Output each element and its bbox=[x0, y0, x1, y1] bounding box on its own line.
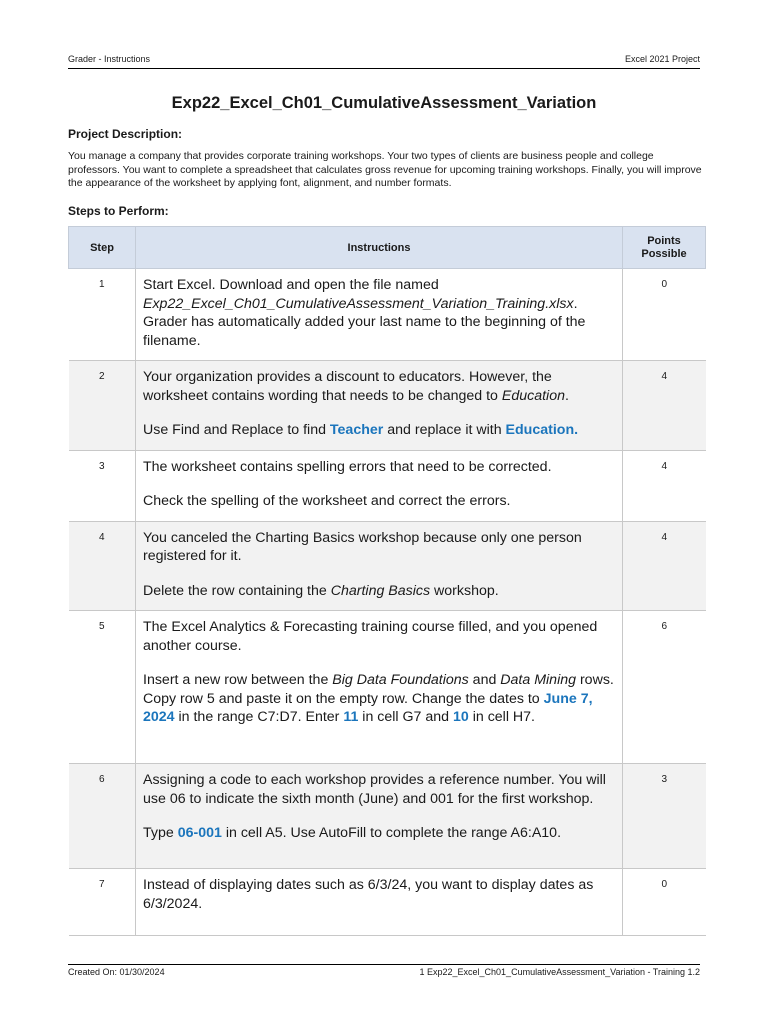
page-footer bbox=[68, 964, 700, 977]
footer-document-info: 1 Exp22_Excel_Ch01_CumulativeAssessment_Variation - Training 1.2 bbox=[419, 967, 700, 977]
step-number: 4 bbox=[69, 521, 136, 611]
step-instructions: The Excel Analytics & Forecasting training course filled, and you opened another course. Insert a new row between the Big Data Foundations and Data Mining rows. Copy row 5 and paste it on the empty row. Change the dates to June 7, 2024 in the range C7:D7. Enter 11 in cell G7 and 10 in cell H7. bbox=[136, 611, 623, 764]
steps-table bbox=[68, 226, 706, 936]
step-instructions: Your organization provides a discount to educators. However, the worksheet contains wording that needs to be changed to Education. Use Find and Replace to find Teacher and replace it with Education. bbox=[136, 361, 623, 451]
table-row bbox=[69, 869, 706, 936]
step-instructions: The worksheet contains spelling errors that need to be corrected. Check the spelling of the worksheet and correct the errors. bbox=[136, 450, 623, 521]
step-number: 1 bbox=[69, 269, 136, 361]
table-row bbox=[69, 361, 706, 451]
header-left: Grader - Instructions bbox=[68, 54, 151, 64]
table-header-row bbox=[69, 227, 706, 269]
step-number: 5 bbox=[69, 611, 136, 764]
step-column-header: Step bbox=[69, 227, 136, 269]
step-points: 3 bbox=[623, 764, 706, 869]
instructions-column-header: Instructions bbox=[136, 227, 623, 269]
document-title: Exp22_Excel_Ch01_CumulativeAssessment_Variation bbox=[171, 94, 597, 112]
table-row bbox=[69, 269, 706, 361]
table-row bbox=[69, 521, 706, 611]
project-description-text: You manage a company that provides corporate training workshops. Your two types of clients are business people and college professors. You want to complete a spreadsheet that calculates gross revenue for upcoming training workshops. Finally, you will improve the appearance of the worksheet by applying font, alignment, and number formats. bbox=[68, 150, 702, 189]
step-number: 6 bbox=[69, 764, 136, 869]
step-number: 2 bbox=[69, 361, 136, 451]
step-points: 0 bbox=[623, 269, 706, 361]
step-number: 7 bbox=[69, 869, 136, 936]
header-right: Excel 2021 Project bbox=[624, 54, 700, 64]
table-row bbox=[69, 764, 706, 869]
step-instructions: Start Excel. Download and open the file named Exp22_Excel_Ch01_CumulativeAssessment_Variation_Training.xlsx. Grader has automatically added your last name to the beginning of the filename. bbox=[136, 269, 623, 361]
table-row bbox=[69, 450, 706, 521]
step-points: 4 bbox=[623, 361, 706, 451]
step-points: 6 bbox=[623, 611, 706, 764]
step-number: 3 bbox=[69, 450, 136, 521]
step-points: 4 bbox=[623, 450, 706, 521]
points-column-header: Points Possible bbox=[623, 227, 706, 269]
steps-heading: Steps to Perform: bbox=[68, 204, 169, 218]
step-instructions: Instead of displaying dates such as 6/3/24, you want to display dates as 6/3/2024. bbox=[136, 869, 623, 936]
footer-created-date: Created On: 01/30/2024 bbox=[68, 967, 165, 977]
project-description-heading: Project Description: bbox=[68, 127, 183, 141]
step-points: 4 bbox=[623, 521, 706, 611]
table-row bbox=[69, 611, 706, 764]
step-instructions: Assigning a code to each workshop provides a reference number. You will use 06 to indicate the sixth month (June) and 001 for the first workshop. Type 06-001 in cell A5. Use AutoFill to complete the range A6:A10. bbox=[136, 764, 623, 869]
page-header bbox=[68, 54, 700, 69]
step-points: 0 bbox=[623, 869, 706, 936]
step-instructions: You canceled the Charting Basics workshop because only one person registered for it. Delete the row containing the Charting Basics workshop. bbox=[136, 521, 623, 611]
